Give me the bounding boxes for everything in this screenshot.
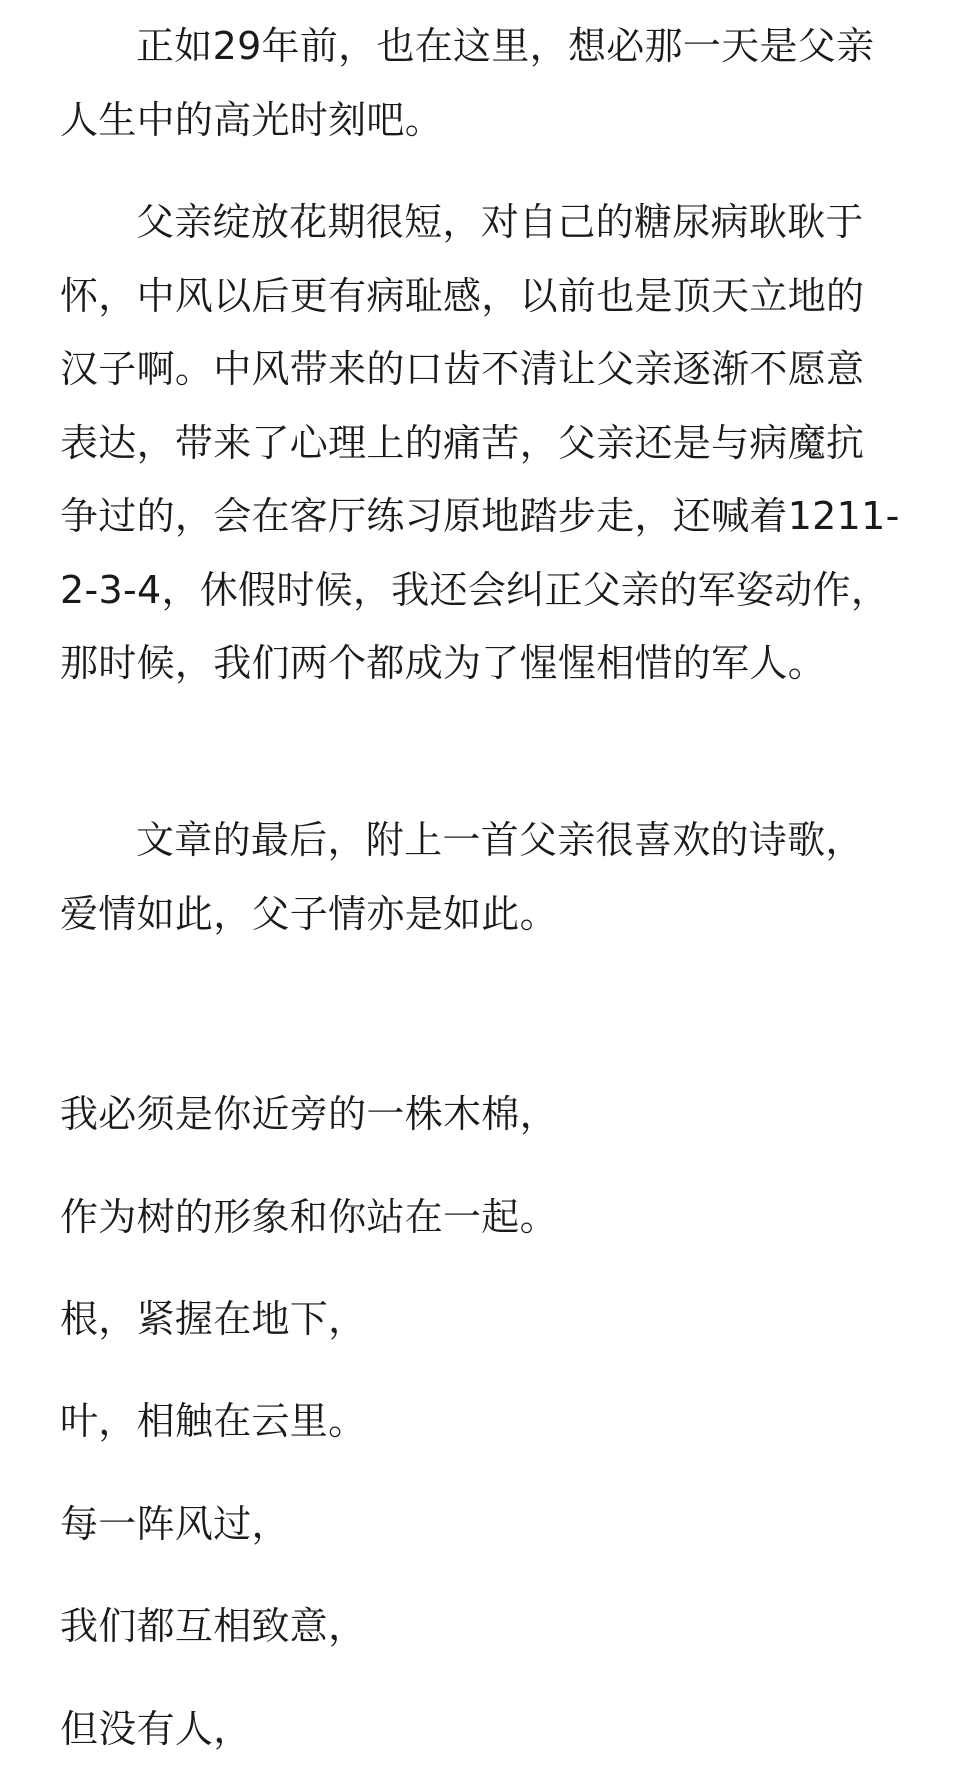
poem-line: 我必须是你近旁的一株木棉，	[60, 1092, 558, 1136]
poem-line: 每一阵风过，	[60, 1502, 290, 1546]
poem-line: 我们都互相致意，	[60, 1604, 367, 1648]
poem-line: 根，紧握在地下，	[60, 1297, 367, 1341]
paragraph-father-illness: 父亲绽放花期很短，对自己的糖尿病耿耿于怀，中风以后更有病耻感，以前也是顶天立地的汉子啊。中风带来的口齿不清让父亲逐渐不愿意表达，带来了心理上的痛苦，父亲还是与病魔抗争过的，会在客厅练习原地踏步走，还喊着1211-2-3-4，休假时候，我还会纠正父亲的军姿动作，那时候，我们两个都成为了惺惺相惜的军人。	[60, 200, 900, 685]
paragraph-poem-intro: 文章的最后，附上一首父亲很喜欢的诗歌，爱情如此，父子情亦是如此。	[60, 818, 864, 936]
poem-line: 叶，相触在云里。	[60, 1399, 367, 1443]
poem-line: 作为树的形象和你站在一起。	[60, 1195, 558, 1239]
paragraph-father-highlight: 正如29年前，也在这里，想必那一天是父亲人生中的高光时刻吧。	[60, 24, 875, 142]
poem-line: 但没有人，	[60, 1707, 252, 1751]
